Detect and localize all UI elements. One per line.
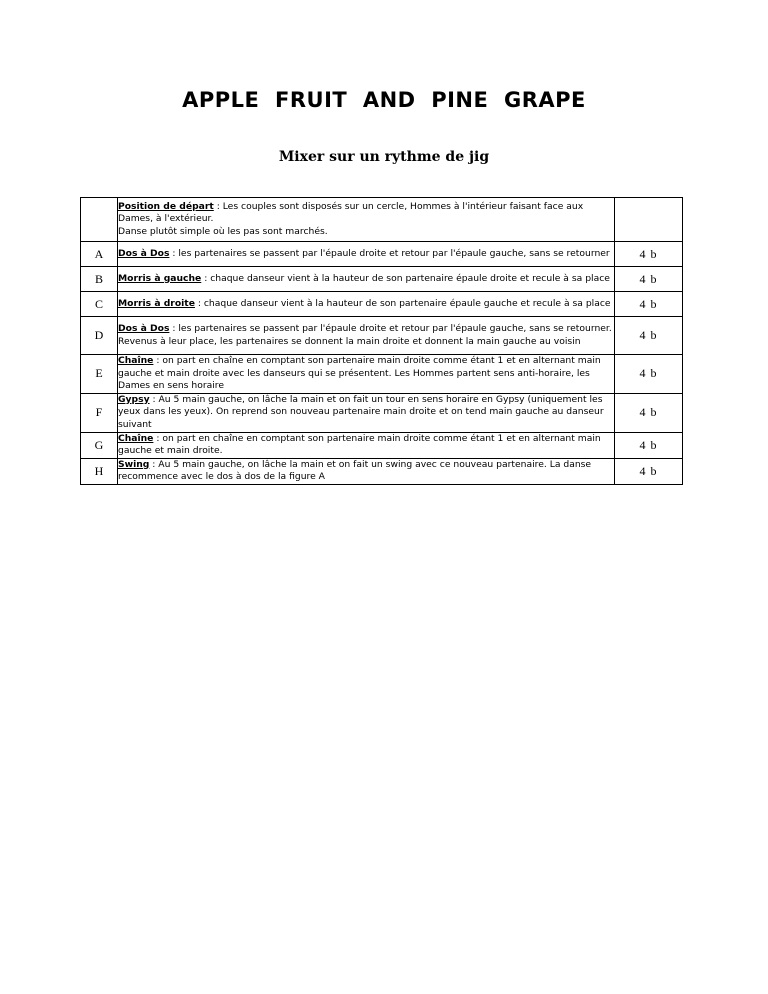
figure-text: : Au 5 main gauche, on lâche la main et on fait un swing avec ce nouveau partenaire. La danse recommence avec le dos à dos de la figure A bbox=[118, 458, 592, 483]
figure-description-cell bbox=[118, 267, 615, 292]
figure-text: : Les couples sont disposés sur un cercle, Hommes à l'intérieur faisant face aux Dames, à l'extérieur. bbox=[118, 200, 584, 225]
figure-beats: 4 b bbox=[615, 393, 683, 432]
figure-term: Morris à droite bbox=[118, 297, 195, 309]
table-row bbox=[81, 292, 683, 317]
table-row bbox=[81, 393, 683, 432]
figure-label: F bbox=[81, 393, 118, 432]
figure-text: : Au 5 main gauche, on lâche la main et on fait un tour en sens horaire en Gypsy (uniquement les yeux dans les yeux). On reprend son nouveau partenaire main droite et on tend main gauche au danseur suivant bbox=[118, 393, 604, 430]
row-label-cell bbox=[81, 198, 118, 242]
table-row bbox=[81, 267, 683, 292]
figure-description-cell bbox=[118, 458, 615, 484]
beat-count-cell bbox=[615, 198, 683, 242]
figure-term: Position de départ bbox=[118, 200, 214, 212]
table-row bbox=[81, 432, 683, 458]
figure-label: A bbox=[81, 242, 118, 267]
figure-term: Chaîne bbox=[118, 432, 154, 444]
figure-label: G bbox=[81, 432, 118, 458]
figure-beats: 4 b bbox=[615, 292, 683, 317]
document-subtitle: Mixer sur un rythme de jig bbox=[278, 149, 490, 165]
figure-text: : on part en chaîne en comptant son partenaire main droite comme étant 1 et en alternant main gauche et main droite. bbox=[118, 432, 601, 457]
figure-text: : chaque danseur vient à la hauteur de son partenaire épaule droite et recule à sa place bbox=[201, 272, 610, 284]
figure-label: D bbox=[81, 317, 118, 355]
figure-term: Morris à gauche bbox=[118, 272, 202, 284]
dance-figures-table bbox=[80, 197, 683, 485]
figure-term: Swing bbox=[118, 458, 150, 470]
figure-beats: 4 b bbox=[615, 242, 683, 267]
figure-term: Chaîne bbox=[118, 355, 154, 366]
figure-text: : les partenaires se passent par l'épaule droite et retour par l'épaule gauche, sans se retourner bbox=[169, 247, 610, 259]
document-title: APPLE FRUIT AND PINE GRAPE bbox=[182, 88, 586, 112]
figure-label: C bbox=[81, 292, 118, 317]
table-row bbox=[81, 458, 683, 484]
figure-description-cell bbox=[118, 292, 615, 317]
figure-description-cell bbox=[118, 242, 615, 267]
figure-term: Dos à Dos bbox=[118, 247, 170, 259]
figure-term: Dos à Dos bbox=[118, 322, 170, 334]
figure-description-cell bbox=[118, 393, 615, 432]
table-row bbox=[81, 317, 683, 355]
figure-label: E bbox=[81, 355, 118, 394]
figure-label: H bbox=[81, 458, 118, 484]
figure-text: : on part en chaîne en comptant son partenaire main droite comme étant 1 et en alternant main gauche et main droite avec les danseurs qui se présentent. Les Hommes partent sens anti-horaire, les Dames en sens horaire bbox=[118, 355, 601, 392]
figure-beats: 4 b bbox=[615, 458, 683, 484]
figure-text-extra: Danse plutôt simple où les pas sont marchés. bbox=[118, 225, 328, 237]
figure-description-cell bbox=[118, 317, 615, 355]
intro-description-cell bbox=[118, 198, 615, 242]
figure-beats: 4 b bbox=[615, 267, 683, 292]
figure-beats: 4 b bbox=[615, 317, 683, 355]
figure-label: B bbox=[81, 267, 118, 292]
table-row-intro bbox=[81, 198, 683, 242]
figure-text: : les partenaires se passent par l'épaule droite et retour par l'épaule gauche, sans se retourner. Revenus à leur place, les partenaires se donnent la main droite et donnent la main gauche au voisin bbox=[118, 322, 612, 347]
table-row bbox=[81, 242, 683, 267]
figure-description-cell bbox=[118, 432, 615, 458]
figure-text: : chaque danseur vient à la hauteur de son partenaire épaule gauche et recule à sa place bbox=[194, 297, 611, 309]
figure-term: Gypsy bbox=[118, 393, 150, 405]
table-row bbox=[81, 355, 683, 394]
figure-beats: 4 b bbox=[615, 432, 683, 458]
figure-description-cell bbox=[118, 355, 615, 394]
figure-beats: 4 b bbox=[615, 355, 683, 394]
